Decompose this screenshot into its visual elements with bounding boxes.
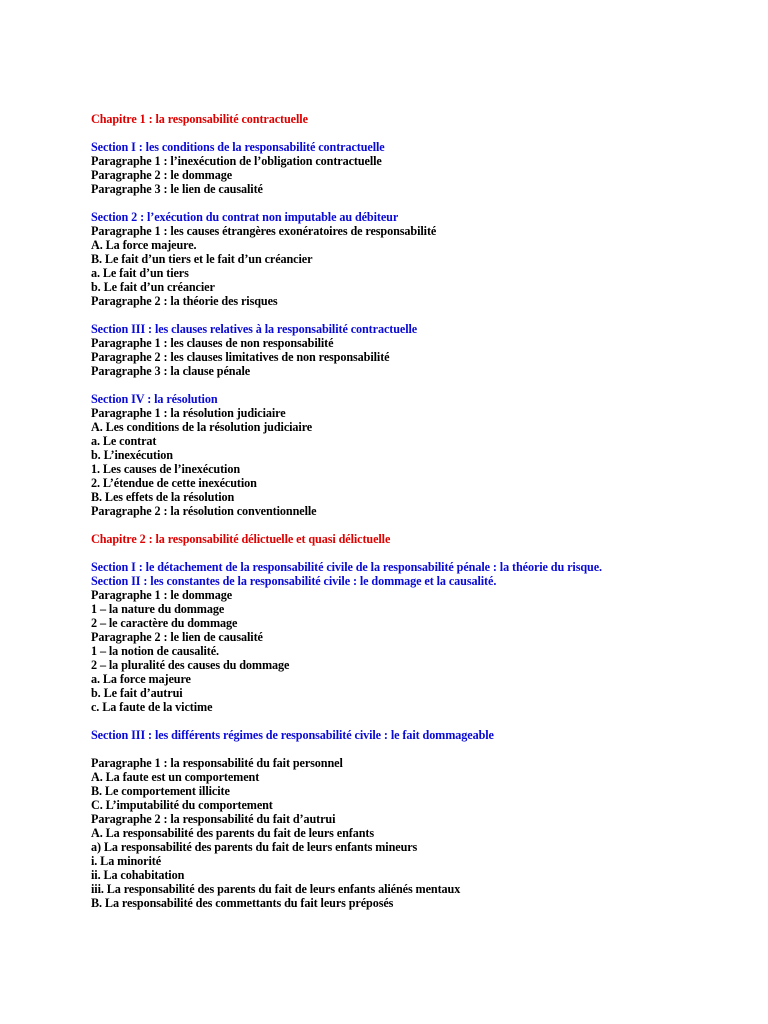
chapter-heading: Chapitre 2 : la responsabilité délictuelle et quasi délictuelle (91, 532, 391, 546)
section-heading: Section IV : la résolution (91, 392, 218, 406)
outline-item: Paragraphe 1 : la résolution judiciaire (91, 406, 286, 420)
outline-item: 1 – la notion de causalité. (91, 644, 219, 658)
outline-item: A. La responsabilité des parents du fait de leurs enfants (91, 826, 374, 840)
section-heading: Section I : les conditions de la responsabilité contractuelle (91, 140, 385, 154)
outline-item: 2. L’étendue de cette inexécution (91, 476, 257, 490)
outline-item: A. La faute est un comportement (91, 770, 260, 784)
outline-item: Paragraphe 3 : la clause pénale (91, 364, 251, 378)
blank-line (91, 378, 751, 392)
blank-line (91, 196, 751, 210)
section-heading: Section I : le détachement de la responsabilité civile de la responsabilité pénale : la théorie du risque. (91, 560, 602, 574)
section-heading: Section 2 : l’exécution du contrat non imputable au débiteur (91, 210, 399, 224)
outline-item: Paragraphe 1 : les clauses de non responsabilité (91, 336, 334, 350)
outline-item: Paragraphe 2 : les clauses limitatives de non responsabilité (91, 350, 390, 364)
outline-item: B. Le comportement illicite (91, 784, 230, 798)
outline-item: Paragraphe 1 : l’inexécution de l’obligation contractuelle (91, 154, 382, 168)
outline-item: C. L’imputabilité du comportement (91, 798, 273, 812)
outline-item: 2 – le caractère du dommage (91, 616, 238, 630)
chapter-heading: Chapitre 1 : la responsabilité contractuelle (91, 112, 308, 126)
outline-item: a. Le contrat (91, 434, 157, 448)
outline-item: Paragraphe 2 : le dommage (91, 168, 233, 182)
outline-item: Paragraphe 1 : les causes étrangères exonératoires de responsabilité (91, 224, 437, 238)
outline-item: A. La force majeure. (91, 238, 197, 252)
outline-item: iii. La responsabilité des parents du fait de leurs enfants aliénés mentaux (91, 882, 461, 896)
outline-item: ii. La cohabitation (91, 868, 185, 882)
outline-item: Paragraphe 2 : la responsabilité du fait d’autrui (91, 812, 336, 826)
blank-line (91, 126, 751, 140)
outline-item: i. La minorité (91, 854, 162, 868)
outline-item: c. La faute de la victime (91, 700, 213, 714)
outline-item: b. Le fait d’un créancier (91, 280, 215, 294)
outline-item: Paragraphe 2 : la résolution conventionnelle (91, 504, 317, 518)
blank-line (91, 742, 751, 756)
outline-item: a) La responsabilité des parents du fait de leurs enfants mineurs (91, 840, 418, 854)
section-heading: Section III : les clauses relatives à la responsabilité contractuelle (91, 322, 418, 336)
outline-item: a. Le fait d’un tiers (91, 266, 189, 280)
outline-item: Paragraphe 2 : la théorie des risques (91, 294, 278, 308)
section-heading: Section II : les constantes de la responsabilité civile : le dommage et la causalité. (91, 574, 497, 588)
outline-item: Paragraphe 2 : le lien de causalité (91, 630, 263, 644)
blank-line (91, 308, 751, 322)
outline-item: 1. Les causes de l’inexécution (91, 462, 240, 476)
outline-item: B. Le fait d’un tiers et le fait d’un créancier (91, 252, 313, 266)
outline-item: A. Les conditions de la résolution judiciaire (91, 420, 313, 434)
outline-item: b. Le fait d’autrui (91, 686, 183, 700)
outline-item: 2 – la pluralité des causes du dommage (91, 658, 290, 672)
section-heading: Section III : les différents régimes de responsabilité civile : le fait dommageable (91, 728, 494, 742)
outline-item: 1 – la nature du dommage (91, 602, 225, 616)
outline-item: a. La force majeure (91, 672, 191, 686)
outline-item: B. Les effets de la résolution (91, 490, 235, 504)
outline-item: Paragraphe 1 : le dommage (91, 588, 233, 602)
blank-line (91, 546, 751, 560)
document-body (91, 112, 751, 910)
outline-item: b. L’inexécution (91, 448, 173, 462)
outline-item: Paragraphe 1 : la responsabilité du fait personnel (91, 756, 343, 770)
blank-line (91, 518, 751, 532)
outline-item: Paragraphe 3 : le lien de causalité (91, 182, 263, 196)
blank-line (91, 714, 751, 728)
outline-item: B. La responsabilité des commettants du fait leurs préposés (91, 896, 394, 910)
